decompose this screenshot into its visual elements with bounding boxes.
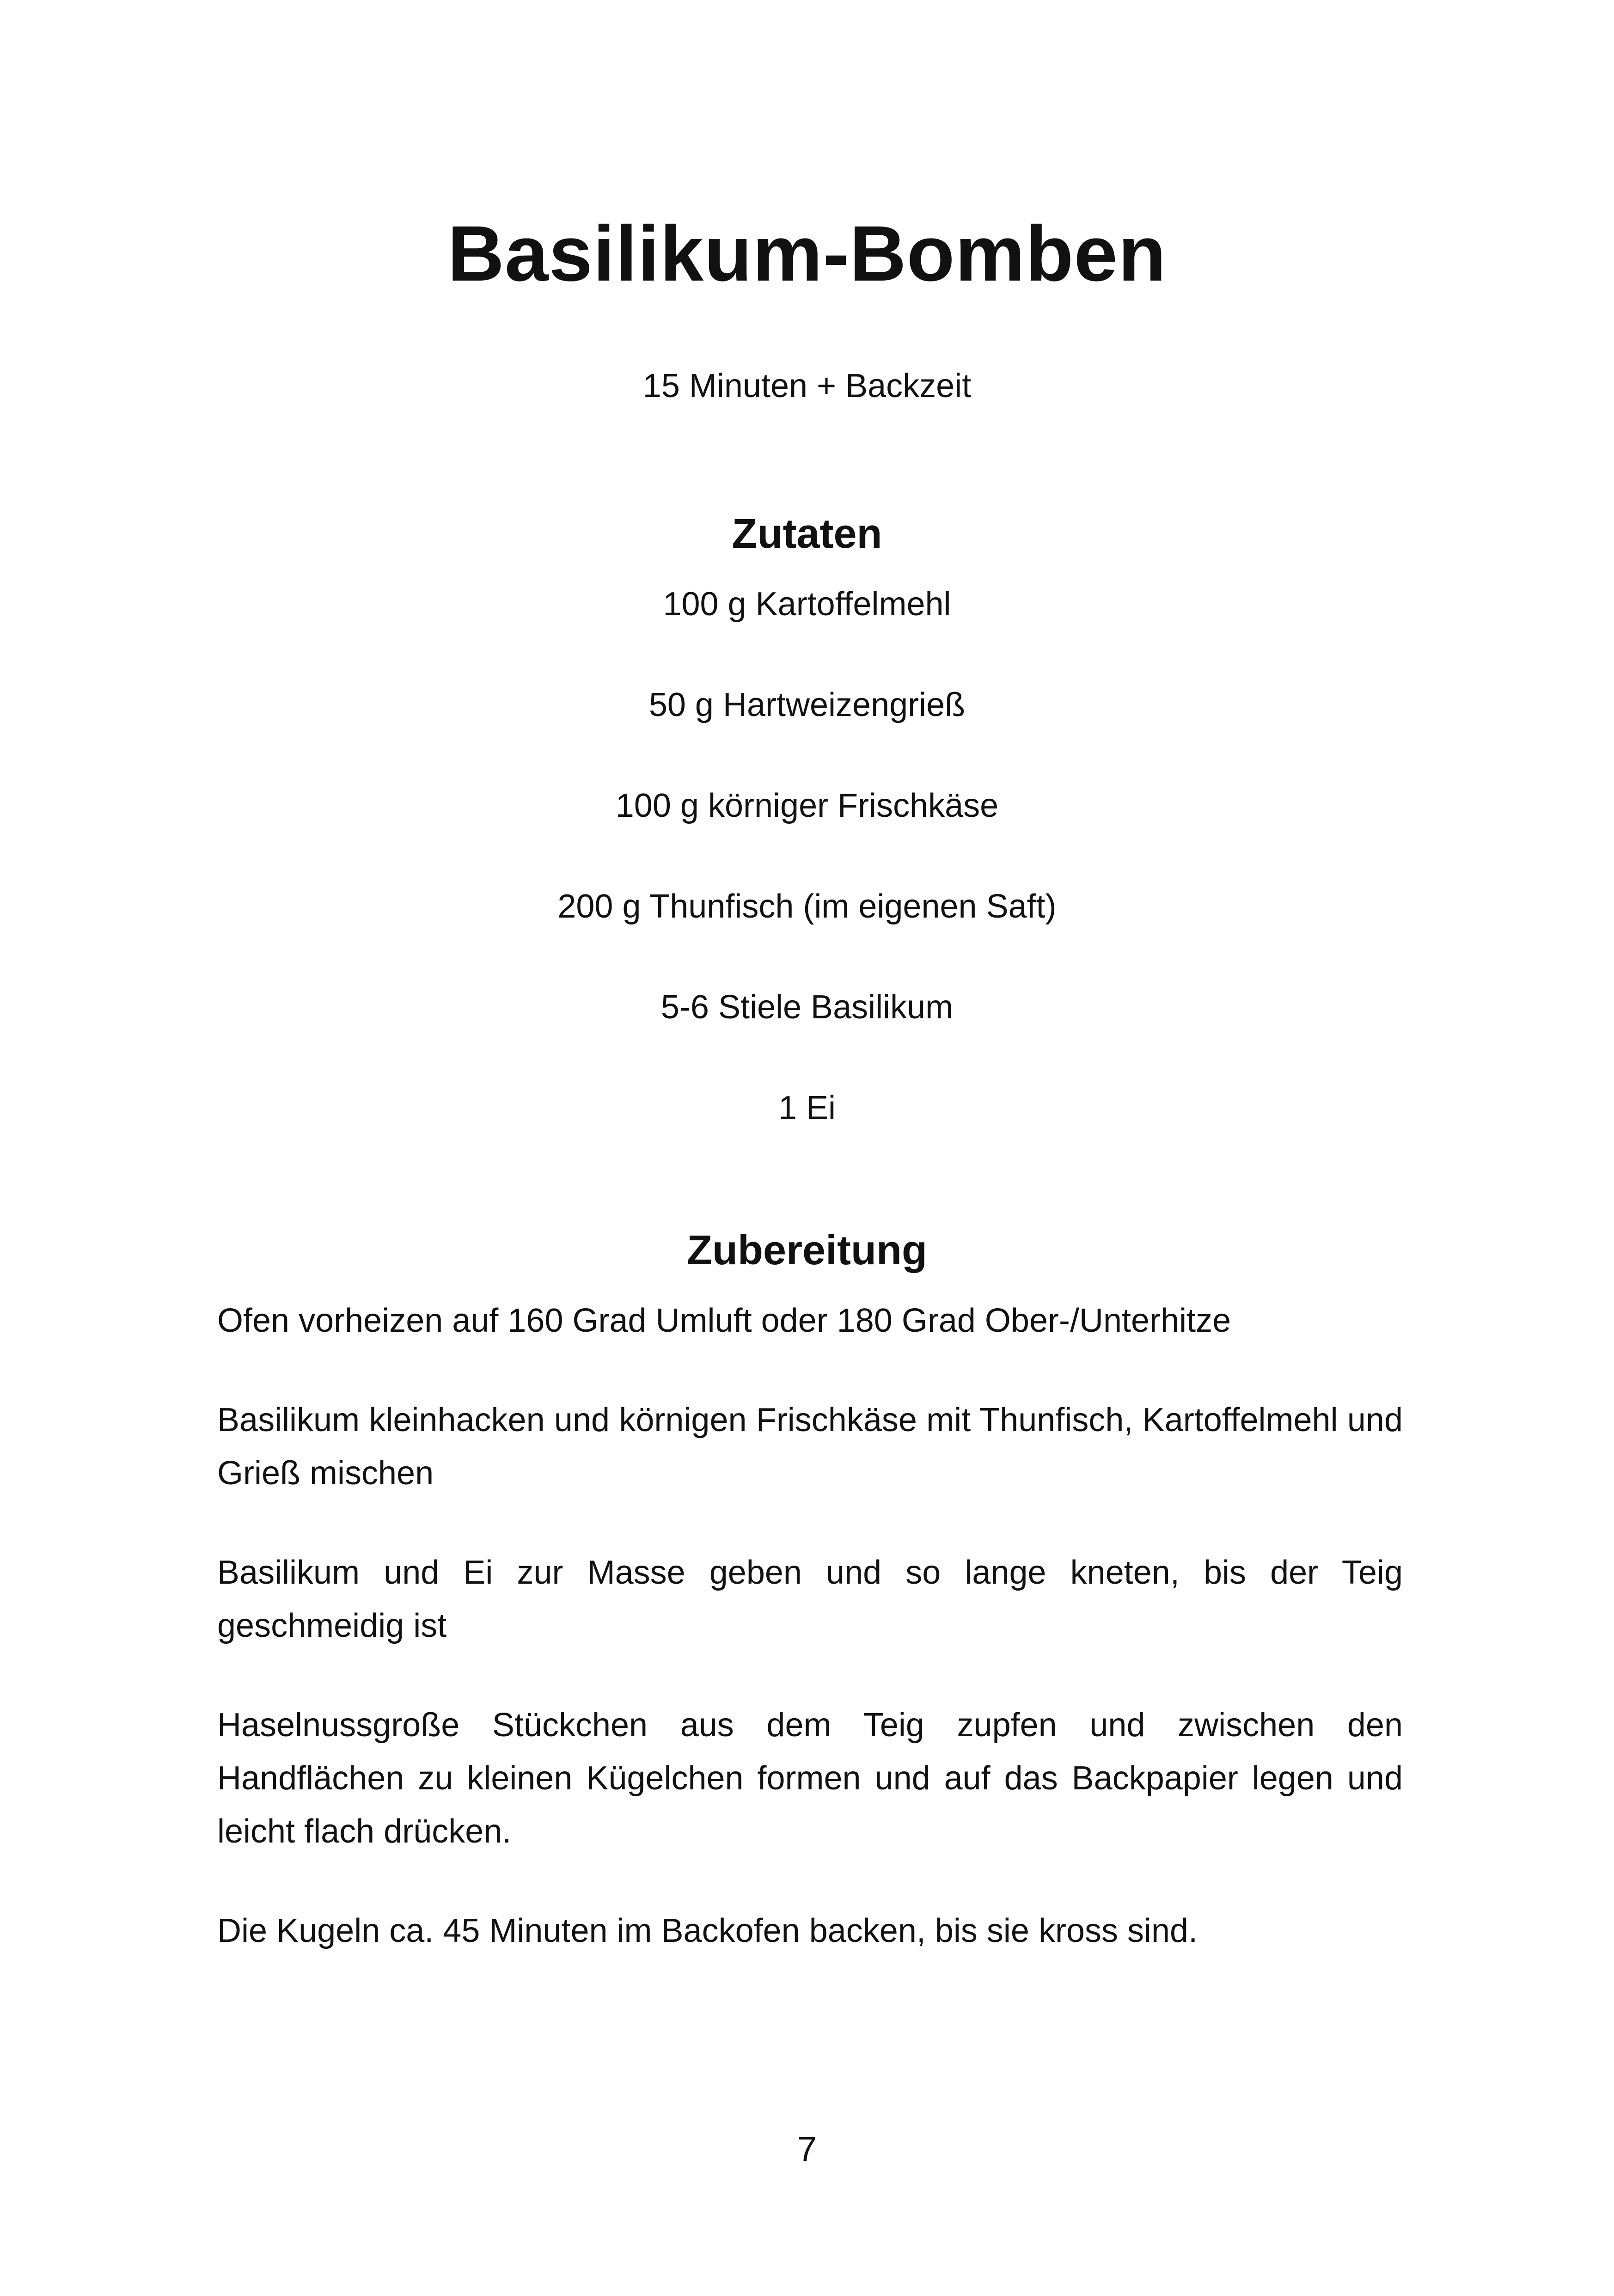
ingredient-item: 1 Ei xyxy=(778,1090,836,1127)
ingredient-item: 100 g körniger Frischkäse xyxy=(615,787,999,824)
recipe-title: Basilikum-Bomben xyxy=(447,209,1167,298)
ingredients-heading: Zutaten xyxy=(732,510,882,557)
preparation-step: Basilikum und Ei zur Masse geben und so lange kneten, bis der Teig geschmeidig ist xyxy=(217,1554,1403,1644)
preparation-step: Basilikum kleinhacken und körnigen Frischkäse mit Thunfisch, Kartoffelmehl und Grieß mischen xyxy=(217,1402,1403,1492)
preparation-step: Haselnussgroße Stückchen aus dem Teig zupfen und zwischen den Handflächen zu kleinen Kügelchen formen und auf das Backpapier legen und leicht flach drücken. xyxy=(217,1707,1403,1850)
preparation-step: Ofen vorheizen auf 160 Grad Umluft oder 180 Grad Ober-/Unterhitze xyxy=(217,1302,1231,1339)
preparation-step: Die Kugeln ca. 45 Minuten im Backofen backen, bis sie kross sind. xyxy=(217,1912,1198,1949)
page-number: 7 xyxy=(797,2130,817,2169)
preparation-time: 15 Minuten + Backzeit xyxy=(642,367,972,404)
preparation-steps xyxy=(217,1294,1403,2004)
preparation-heading: Zubereitung xyxy=(687,1227,927,1274)
ingredients-list xyxy=(0,583,1614,1188)
ingredient-item: 50 g Hartweizengrieß xyxy=(648,686,966,723)
ingredient-item: 5-6 Stiele Basilikum xyxy=(660,989,954,1026)
ingredient-item: 200 g Thunfisch (im eigenen Saft) xyxy=(557,888,1057,925)
ingredient-item: 100 g Kartoffelmehl xyxy=(663,586,951,623)
